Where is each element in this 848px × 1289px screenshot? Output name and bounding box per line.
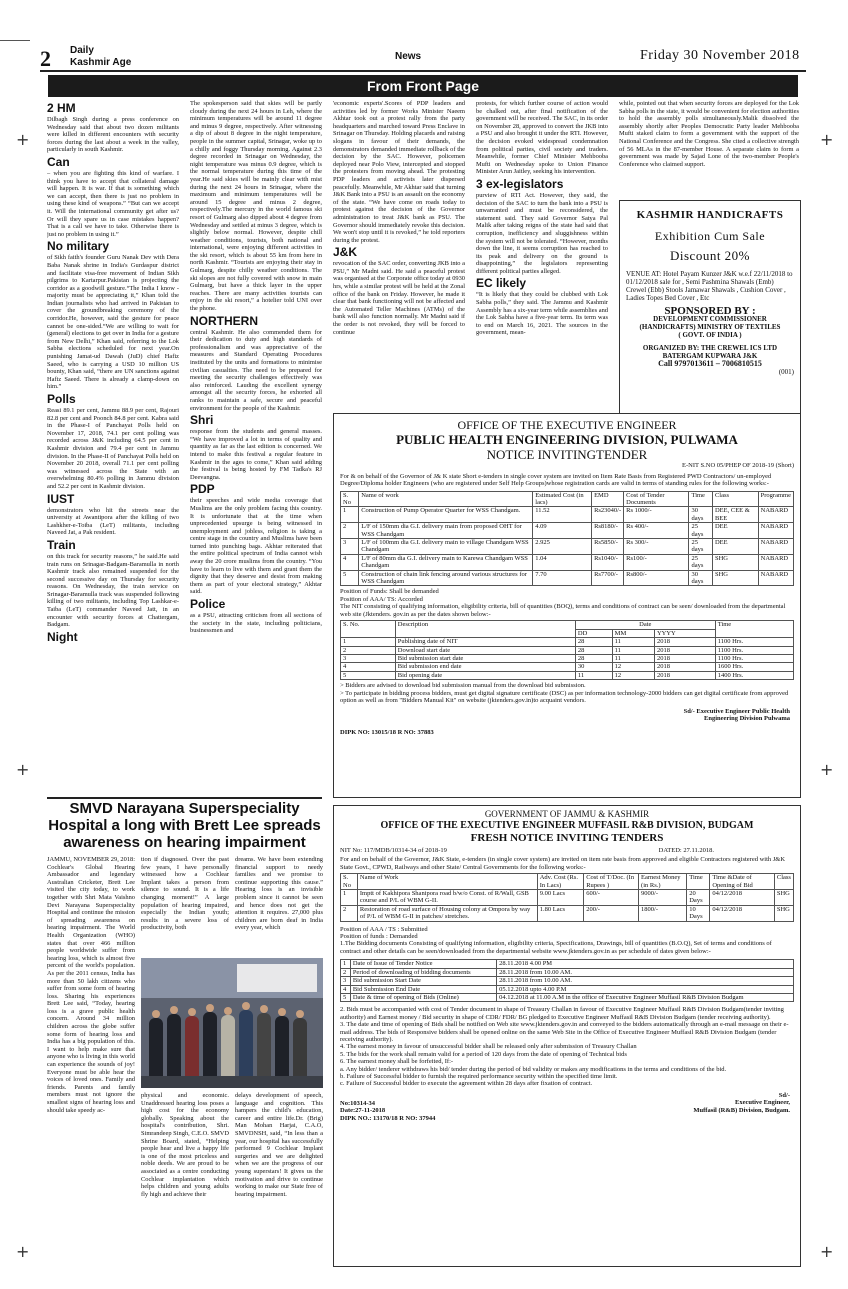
table-cell: 9.00 Lacs — [537, 890, 583, 906]
headline-line: awareness on hearing impairment — [63, 834, 306, 851]
column-header: MM — [612, 629, 654, 637]
registration-mark: + — [820, 760, 834, 779]
table-cell: 2018 — [654, 671, 715, 679]
table-cell: 1600 Hrs. — [715, 663, 793, 671]
table-cell: 2018 — [654, 663, 715, 671]
ad-discount: Discount 20% — [669, 248, 751, 263]
aaa-position: Position of AAA / TS : Submitted — [340, 925, 428, 933]
paper-name-line2: Kashmir Age — [70, 57, 132, 68]
table-cell: Construction of Pump Operator Quarter for WSS Chandgam. — [359, 507, 533, 523]
table-cell: 28.11.2018 from 10.00 AM. — [497, 977, 794, 985]
table-cell: 1100 Hrs. — [715, 638, 793, 646]
govt-name: GOVERNMENT OF JAMMU & KASHMIR — [484, 809, 650, 819]
column-text: – when you are fighting this kind of warfare. I think you have to accept that collateral damage will happen. It is war. If that is something which we can accept, then there is just no problem in using these kind of weapons.” “But can we accept it. Will the international community get after us? Or will they spare us in case mistakes happen? That is a call we have to take. Otherwise there is just no problem in using it.” — [47, 169, 179, 238]
table-cell: 30 days — [689, 507, 713, 523]
story-text: physical and economic. Unaddressed hearing loss poses a high cost for the economy globally. Speaking about the hospital's contribution, Shri. Simrandeep Singh, C.E.O. SMVD Shrine Board, stated, “Helping people hear and live a happy life is one of the most priceless and noble deeds. We are proud to be associated as a centre conducting Cochlear implantation which helps children and young adults fly high and achieve their — [141, 1092, 229, 1198]
table-cell: Restoration of road surface of Housing colony at Ompora by way of P/L of WBM G-II in patches/ stretches. — [357, 905, 537, 921]
ad-phone: Call 9797013611 – 7006810515 — [658, 359, 762, 368]
column-text: as a PSU, attracting criticism from all sections of the society in the state, including politicians, businessmen and — [190, 612, 322, 635]
table-cell: 1100 Hrs. — [715, 646, 793, 654]
table-cell: SHG — [774, 890, 793, 906]
photo-person — [260, 1005, 268, 1013]
table-cell: NABARD — [758, 554, 793, 570]
column-header: Date — [575, 621, 715, 629]
column-header: Class — [774, 874, 793, 890]
funds-position: Position of Funds: Shall be demanded — [340, 588, 439, 596]
table-cell: 1 — [341, 890, 358, 906]
table-cell: 1 — [341, 638, 396, 646]
registration-mark: + — [820, 130, 834, 149]
table-cell: 04.12.2018 at 11.00 A.M in the office of Executive Engineer Muffasil R&B Division Budgam — [497, 993, 794, 1001]
story-kicker: 2 HM — [47, 101, 76, 115]
table-row — [341, 646, 794, 654]
column-header: S. No — [341, 874, 358, 890]
table-row — [341, 570, 794, 586]
ad-sponsor-line: (HANDICRAFTS) MINISTRY OF TEXTILES — [639, 323, 781, 331]
dipk-number: DIPK NO: 13015/18 R NO: 37883 — [340, 728, 434, 736]
ad-organizer-line: BATERGAM KUPWARA J&K — [662, 352, 758, 360]
table-cell: 11 — [612, 646, 654, 654]
tender-para: 3. The date and time of opening of Bids shall be notified on Web site www.jktenders.gov.in and conveyed to the bidders automatically through an e-mail message on their e-mail address. The bids of Responsive bidders shall be opened online on the same Web Site in the Office of Executive Engineer Muffasil R&B Division Budgam (tender receiving authority). — [340, 1021, 789, 1043]
table-cell: 5 — [341, 671, 396, 679]
tender-signature: Engineering Division Pulwama — [704, 715, 790, 723]
story-text: JAMMU, NOVEMBER 29, 2018: Cochlear's Global Hearing Ambassador and legendary Australian Cricketer, Brett Lee visited the city today, to work together with Shri Mata Vaishno Devi Narayana Superspeciality Hospital and continue the mission of spreading awareness on hearing impairment. The World Health Organization (WHO) states that over 466 million people worldwide suffer from hearing loss, which is almost five percent of the world's population. As per the 2011 census, India has more than 50 lakh citizens who suffer from some form of hearing loss. Sharing his experiences Brett Lee said, “Today, hearing loss is a grave public health concern. Around 34 million children across the globe suffer some form of hearing loss and India has a big population of this. I want to help make sure that anyone who is living in this world can experience the sounds of joy! Everyone must be able hear the voices of loved ones. Family and friends. Parents and family members must not ignore the smallest signs of hearing loss and should take speedy ac- — [47, 856, 135, 1114]
story-kicker: Shri — [190, 413, 214, 428]
ad-sponsor-line: ( GOVT. OF INDIA ) — [678, 331, 742, 339]
table-cell: Bid submission end date — [395, 663, 575, 671]
table-cell: 28 — [575, 638, 612, 646]
table-cell: 5 — [341, 993, 351, 1001]
table-cell: 4 — [341, 663, 396, 671]
table-cell: 28.11.2018 4.00 PM — [497, 960, 794, 968]
table-cell: 30 days — [689, 570, 713, 586]
story-kicker: Night — [47, 629, 78, 644]
table-cell: 1 — [341, 507, 359, 523]
tender-para: b. Failure of Successful bidder to furnish the required performance security within the specified time limit. — [340, 1072, 618, 1080]
table-cell: NABARD — [758, 538, 793, 554]
photo-person — [206, 1004, 214, 1012]
photo-person — [170, 1006, 178, 1014]
issue-date: Friday 30 November 2018 — [640, 48, 800, 63]
section-name: News — [395, 51, 422, 62]
tender-para: 6. The earnest money shall be forfeited, If:- — [340, 1058, 454, 1066]
table-cell: 11 — [612, 638, 654, 646]
story-column-2-bottom — [141, 1092, 229, 1264]
tender-office: OFFICE OF THE EXECUTIVE ENGINEER MUFFASIL R&B DIVISION, BUDGAM — [380, 820, 754, 831]
headline-line: SMVD Narayana Superspeciality — [69, 800, 300, 817]
tender-signature: Sd/- Executive Engineer Public Health — [683, 707, 790, 715]
table-cell: DEE — [712, 523, 758, 539]
tender-office: OFFICE OF THE EXECUTIVE ENGINEER — [457, 418, 677, 432]
news-column-4 — [476, 100, 608, 400]
ad-venue: VENUE AT: Hotel Payam Kunzer J&K w.e.f 22/11/2018 to 01/12/2018 sale for , Semi Pashmina Shawals (Emb) Crewel (Ebb) Stools Jamawar Shawals , Cushion Cover , Ladies Topes Bed Cover , Etc — [626, 270, 793, 302]
table-cell: 04/12/2018 — [710, 905, 775, 921]
table-cell: 2 — [341, 646, 396, 654]
page-number: 2 — [40, 46, 51, 71]
ad-sponsor-line: DEVELOPMENT COMMISSIONER — [653, 315, 767, 323]
tender-para: 4. The earnest money in favour of unsuccessful bidder shall be released only after submission of Treasury Challan — [340, 1043, 637, 1051]
tender-intro: For and on behalf of the Governor, J&K State, e-tenders (in single cover system) are invited on item rate basis from approved and eligible Contractors registered with J&K State Govt., CPWD, Railways and other State/ Central Governments for the following works:- — [340, 856, 786, 871]
table-row — [341, 960, 794, 968]
table-cell: SHG — [774, 905, 793, 921]
table-header-row — [341, 874, 794, 890]
table-cell: 2018 — [654, 646, 715, 654]
story-kicker: Train — [47, 537, 76, 552]
story-kicker: 3 ex-legislators — [476, 176, 564, 191]
column-text: protests, for which further course of action would be chalked out, after final notification of the government will be received. The SAC, in its order on November 28, approved to convert the JKB into a PSU and also brought it under the RTI. However, the decision evoked widespread condemnation from political parties, civil society and traders. Meanwhile, former Chief Minister Mehbooba Mufti on Wednesday spoke to Union Finance Minister Arun Jaitley, seeking his intervention. — [476, 100, 608, 176]
ad-sponsor: SPONSORED BY : — [664, 305, 756, 317]
column-header: Adv. Cost (Rs. In Lacs) — [537, 874, 583, 890]
column-header: YYYY — [654, 629, 715, 637]
photo-person — [152, 1010, 160, 1018]
table-row — [341, 507, 794, 523]
table-cell: 9000/- — [639, 890, 687, 906]
table-row — [341, 671, 794, 679]
story-text: delays development of speech, language and cognition. This hampers the child's education, career and entire life.Dr. (Brig) Man Mohan Harjai, C.A.O, SMVDNSH, said, “In less than a year, our hospital has successfully performed 9 Cochlear Implant surgeries and we are delighted when we are the progress of our young superstars! It gives us the motivation and drive to continue working to make our State free of hearing impairment. — [235, 1092, 323, 1198]
table-cell: 1100 Hrs. — [715, 655, 793, 663]
column-header: Description — [395, 621, 575, 638]
table-cell: Rs100/- — [624, 554, 689, 570]
story-kicker: EC likely — [476, 276, 527, 291]
story-column-3 — [235, 856, 323, 952]
table-cell: L/F of 100mm dia G.I. delivery main to village Chandgam WSS Chandgam — [359, 538, 533, 554]
table-cell: 2 — [341, 905, 358, 921]
tender-para: 1.The Bidding documents Consisting of qualifying information, eligibility criteria, Specifications, Drawings, bill of quantities (B.O.Q), Set of terms and conditions of contract and other details can be seen/downloaded from the departmental website www.jktenders.gov.in as per schedule of dates given below:- — [340, 940, 772, 955]
table-cell: 11.52 — [533, 507, 592, 523]
column-text: 'economic experts'.Scores of PDP leaders and activities led by former Works Minister Naeem Akhtar took out a protest rally from the party headquarters and marched toward Press Enclave in Srinagar on Thursday. Holding placards and raising slogans in favour of their demands, the demonstrators demanded immediate rollback of the decision by the SAC. However, policemen deployed near Polo View, intercepted and stopped the protesters from moving ahead. The protesting PDP leaders and activists later dispersed peacefully. Meanwhile, Mr Akhtar said that turning J&K Bank into a PSU is an assault on the economy of the state. “We have come on roads today to protest against the decision of the Governor administration to treat J&K bank as PSU. The Governor should immediately revoke this decision. We won't stop until it is revoked,” he told reporters during the protest. — [333, 100, 465, 244]
table-cell: 28 — [575, 655, 612, 663]
table-cell: 28 — [575, 646, 612, 654]
crop-line — [0, 40, 30, 41]
tender-note: > Bidders are advised to download bid submission manual from the download bid submission. — [340, 682, 586, 690]
tender-note: > To participate in bidding process bidders, must get digital signature certificate (DSC) as per information technology-2000 bidders can get digital certificate from approved option as well as from "Bidders Manual Kit" on website (jktenders.gov.in)to acquaint vendors. — [340, 689, 789, 705]
tender-title: FRESH NOTICE INVITING TENDERS — [470, 832, 664, 844]
column-header: S. No — [341, 491, 359, 507]
table-cell: L/F of 80mm dia G.I. delivery main to Karewa Chandgam WSS Chandgam — [359, 554, 533, 570]
column-text: their speeches and wide media coverage that Muslims are the only problem facing this country. It is unfortunate that at the time when unprecedented upsurge is being witnessed in unemployment and jobless, religion is taking a centre stage in the country and Muslims have been turned into punching bags. Akhtar reiterated that the entire political spectrum of India cannot wish away the 20 crore muslims from the country. “You have to learn to live with them and grant them the dignity that they deserve and desist from making them as part of your electoral strategy,” Akhtar said. — [190, 497, 322, 596]
column-text: while, pointed out that when security forces are deployed for the Lok Sabha polls in the state, it would be convenient for election authorities to hold the assembly polls simultaneously.Malik dissolved the assembly shortly after Peoples Democratic Party leader Mehbooba Mufti staked claim to form a government with the support of the National Conference and the Congress. She cited a collective strength of 56 MLAs in the 87-member House. A separate claim to form a government was made by Sajad Lone of the two-member People's Conference who claimed support. — [619, 100, 799, 168]
photo-person — [224, 1007, 232, 1015]
table-cell: Rs7700/- — [592, 570, 624, 586]
column-header: Time — [689, 491, 713, 507]
issue-date: Date:27-11-2018 — [340, 1107, 386, 1115]
table-cell: Rs23040/- — [592, 507, 624, 523]
registration-mark: + — [16, 760, 30, 779]
schedule-table — [340, 620, 794, 680]
tender-para: 5. The bids for the work shall remain valid for a period of 120 days from the date of opening of Technical bids — [340, 1050, 627, 1058]
tender-ref: E-NIT S.NO 05/PHEP OF 2018-19 (Short) — [682, 462, 794, 469]
dipk-number: DIPK NO.: 13170/18 R NO: 37944 — [340, 1114, 436, 1122]
news-column-2 — [190, 100, 322, 788]
signature-line: Executive Engineer, — [734, 1099, 790, 1107]
news-column-1 — [47, 100, 179, 788]
story-kicker: PDP — [190, 482, 215, 497]
photo-person — [188, 1008, 196, 1016]
table-cell: 11 — [612, 655, 654, 663]
table-cell: 30 — [575, 663, 612, 671]
table-cell: Rs 300/- — [624, 538, 689, 554]
tender-title: NOTICE INVITINGTENDER — [486, 447, 648, 462]
table-cell: 1800/- — [639, 905, 687, 921]
handicrafts-ad — [619, 200, 801, 414]
table-row — [341, 985, 794, 993]
table-cell: Imptt of Kakhipora Shanipora road b/w/o Const. of R/Wall, GSB course and P/L of WBM G-II. — [357, 890, 537, 906]
tender-intro: For & on behalf of the Governor of J& K state Short e-tenders in single cover system are invited on Item Rate Basis from Registered PWD Contractors/ un-employed Degree/Diploma holder Engineers (who are registered under Self Help Groups)whose registration cards are valid in terms of standing rules for the following works:- — [340, 472, 772, 487]
column-header: Cost of T/Doc. (In Rupees ) — [584, 874, 639, 890]
story-kicker: No military — [47, 239, 110, 254]
registration-mark: + — [16, 1242, 30, 1261]
ad-title: KASHMIR HANDICRAFTS — [636, 209, 784, 221]
table-cell: 2018 — [654, 638, 715, 646]
nit-date: DATED: 27.11.2018. — [658, 847, 714, 854]
paper-name — [70, 45, 131, 69]
table-cell: 2 — [341, 523, 359, 539]
table-cell: 3 — [341, 655, 396, 663]
column-text: on this track for security reasons,” he said.He said train runs on Srinagar-Badgam-Baramulla in north Kashmir track also remained suspended for the second successive day on Thursday for security reasons. On Wednesday, the train service on Srinagar-Baramulla track was suspended following killing of two militants, including Top Lashkar-e-Taiba (LeT) commander Naveed Jatt, in an encounter with security forces at Chattergam, Badgam. — [47, 552, 179, 629]
story-column-2 — [141, 856, 229, 952]
table-cell: 12 — [612, 671, 654, 679]
column-header: Cost of Tender Documents — [624, 491, 689, 507]
table-cell: 200/- — [584, 905, 639, 921]
table-cell: 04/12/2018 — [710, 890, 775, 906]
table-cell: Date of Issue of Tender Notice — [350, 960, 496, 968]
table-cell: 2018 — [654, 655, 715, 663]
table-cell: 12 — [612, 663, 654, 671]
column-header: Earnest Money (in Rs.) — [639, 874, 687, 890]
table-row — [341, 890, 794, 906]
ad-code: (001) — [778, 368, 794, 376]
registration-mark: + — [16, 130, 30, 149]
schedule-table — [340, 959, 794, 1002]
nit-text: The NIT consisting of qualifying information, eligibility criteria, bill of quantities (BOQ), terms and conditions of contract can be seen/ downloaded from the departmental web site (Jktenders. gov.in as per the dates shown below:- — [340, 603, 786, 618]
story-rule — [47, 797, 322, 799]
works-table — [340, 491, 794, 587]
signature-line: Sd/- — [778, 1091, 790, 1099]
story-headline — [47, 800, 322, 851]
phe-tender-notice — [333, 413, 801, 798]
table-header-row — [341, 621, 794, 629]
table-cell: 3 — [341, 538, 359, 554]
table-row — [341, 663, 794, 671]
column-header: Class — [712, 491, 758, 507]
column-header: EMD — [592, 491, 624, 507]
story-kicker: IUST — [47, 491, 75, 506]
column-text: Dilbagh Singh during a press conference on Wednesday said that about two dozen militants were killed in different encounters with security forces during the last about a week in the valley, particularly in south Kashmir. — [47, 116, 179, 154]
table-cell: 25 days — [689, 538, 713, 554]
registration-mark: + — [820, 1242, 834, 1261]
story-kicker: J&K — [333, 245, 358, 260]
table-cell: NABARD — [758, 570, 793, 586]
story-kicker: NORTHERN — [190, 313, 258, 328]
table-cell: Rs 400/- — [624, 523, 689, 539]
table-cell: Publishing date of NIT — [395, 638, 575, 646]
column-text: purview of RTI Act. However, they said, the decision of the SAC to turn the bank into a PSU is unwarranted and must be reconsidered, the statement said. They said Governor Satya Pal Malik after taking reigns of the state had said that corruption, inefficiency and sluggishness within the system will not be tolerated. “However, months down the line, it seems corruption has reached to its peak and delivery on the ground is disappointing,” the legislators representing different political parties alleged. — [476, 191, 608, 275]
column-header: Time — [687, 874, 710, 890]
column-header: Name of Work — [357, 874, 537, 890]
table-row — [341, 968, 794, 976]
table-cell: 25 days — [689, 554, 713, 570]
column-header: Name of work — [359, 491, 533, 507]
table-cell: 1.04 — [533, 554, 592, 570]
table-cell: Rs8180/- — [592, 523, 624, 539]
ad-organizer: ORGANIZED BY: THE CREWEL ICS LTD — [642, 344, 778, 352]
story-kicker: Can — [47, 154, 70, 169]
table-cell: 2 — [341, 968, 351, 976]
table-row — [341, 554, 794, 570]
table-cell: NABARD — [758, 507, 793, 523]
tender-para: c. Failure of Successful bidder to execute the agreement within 28 days after fixation of contract. — [340, 1080, 593, 1088]
table-cell: 5 — [341, 570, 359, 586]
tender-division: PUBLIC HEALTH ENGINEERING DIVISION, PULWAMA — [396, 432, 738, 447]
story-kicker: Polls — [47, 392, 76, 406]
story-text: tion if diagnosed. Over the past few years, I have personally witnessed how a Cochlear Implant takes a person from silence to sound. It is a life changing moment!” A large population of hearing impaired, especially the Indian youth; results in a severe loss of productivity, both — [141, 856, 229, 932]
table-cell: SHG — [712, 570, 758, 586]
table-cell: Rs 1000/- — [624, 507, 689, 523]
news-column-5 — [619, 100, 799, 192]
table-cell: Rs800/- — [624, 570, 689, 586]
section-banner: From Front Page — [48, 75, 798, 97]
table-cell: 1.80 Lacs — [537, 905, 583, 921]
table-cell: 05.12.2018 upto 4.00 P.M — [497, 985, 794, 993]
column-text: of Sikh faith's founder Guru Nanak Dev with Dera Baba Nanak shrine in India's Gurdaspur district and facilitate visa-free movement of Indian Sikh pilgrims to Kartarpur.Pakistan is projecting the corridor as a goodwill gesture.“The India I know -majority must be appreciating it,” Khan told the Indian journalists who had arrived in Pakistan to cover the groundbreaking ceremony of the corridor.He, however, said the gesture for peace cannot be one-sided.“We are willing to wait for (general) elections to get over in India for a gesture from New Delhi,” Khan said, referring to the Lok Sabha elections scheduled for next year.On punishing Jamat-ud Dawah (JuD) chief Hafiz Saeed, who is carrying a USD 10 million US bounty, Khan said, “there are UN sanctions against Hafiz Saeed. There is already a clamp-down on him.” — [47, 254, 179, 391]
table-cell: Rs1040/- — [592, 554, 624, 570]
table-row — [341, 993, 794, 1001]
works-table — [340, 873, 794, 921]
column-header: Time — [715, 621, 793, 638]
table-cell: SHG — [712, 554, 758, 570]
photo-person — [242, 1002, 250, 1010]
table-cell: 3 — [341, 977, 351, 985]
column-header: DD — [575, 629, 612, 637]
table-row — [341, 538, 794, 554]
tender-para: a. Any bidder/ tenderer withdraws his bid/ tender during the period of bid validity or makes any modifications in the terms and conditions of the bid. — [340, 1065, 727, 1073]
event-photo — [141, 958, 323, 1088]
column-text: demonstrators who hit the streets near the university at Awantipora after the killing of two Lashkher-e-Toiba (LeT) militants, including Naveed Jat, a Pak resident. — [47, 506, 179, 537]
photo-person — [278, 1008, 286, 1016]
table-cell: 1400 Hrs. — [715, 671, 793, 679]
ad-subtitle: Exhibition Cum Sale — [654, 229, 766, 243]
table-cell: 1 — [341, 960, 351, 968]
table-cell: DEE, CEE & BEE — [712, 507, 758, 523]
table-cell: 4.09 — [533, 523, 592, 539]
table-header-row — [341, 491, 794, 507]
column-header: Time &Date of Opening of Bid — [710, 874, 775, 890]
table-cell: Bid submission Start Date — [350, 977, 496, 985]
table-cell: 11 — [575, 671, 612, 679]
table-cell: DEE — [712, 538, 758, 554]
table-cell: NABARD — [758, 523, 793, 539]
news-column-3 — [333, 100, 465, 400]
table-cell: Bid Submission End Date — [350, 985, 496, 993]
paper-name-line1: Daily — [70, 45, 94, 56]
table-cell: Period of downloading of bidding documents — [350, 968, 496, 976]
column-text: The spokesperson said that skies will be partly cloudy during the next 24 hours in Leh, where the minimum temperatures will be around 11 degree and minus 9 degree, respectively. After witnessing a dip of about 8 degree in the night temperature, people in the summer capital, Srinagar, woke up to a chilly and foggy Thursday morning. Against 2.3 degree recorded in Srinagar on Wednesday, the night temperature was minus 0.9 degree, which is the normal temperature during this time of the year.He said skies will be mainly clear with mist during the next 24 hours in Srinagar, where the maximum and minimum temperatures will be around 15 degree and minus 2 degree, respectively.The mercury in the world famous ski resort of Gulmarg also dipped about 4 degree from Wednesday and settled at minus 3 degree, which is slightly below normal. However, despite chill weather conditions, tourists, both national and international, were enjoying different activities in the ski resort, which is about 55 km from here in north Kashmir. “Tourists are enjoying their stay in Gulmarg, despite chilly weather conditions. The ski slopes are not fully covered with snow in main Gulmarg, but have a thick layer in the upper reaches. There are many activities tourists can enjoy in the ski resort,” a hotelier told UNI over the phone. — [190, 100, 322, 313]
column-text: “It is likely that they could be clubbed with Lok Sabha polls,” they said. The Jammu and Kashmir Assembly has a six-year term while assemblies and the Lok Sabha have a five-year term. Its term was to end on March 16, 2021. The sources in the government, mean- — [476, 291, 608, 337]
story-column-3-bottom — [235, 1092, 323, 1264]
table-cell: 28.11.2018 from 10.00 AM. — [497, 968, 794, 976]
table-cell: Date & time of opening of Bids (Online) — [350, 993, 496, 1001]
rnb-tender-notice — [333, 805, 801, 1267]
nit-line — [340, 847, 794, 854]
table-cell: 4 — [341, 985, 351, 993]
tender-para: 2. Bids must be accompanied with cost of Tender document in shape of Treasury Challan in favour of Executive Engineer Muffasil R&B Division Budgam(tender inviting authority) and Earnest money / Bid security in shape of CDR/ FDR/ BG pledged to Executive Engineer Muffasil R&B Division Budgam (tender receiving authority). — [340, 1006, 784, 1021]
photo-banner-panel — [237, 964, 317, 992]
table-cell: Download start date — [395, 646, 575, 654]
table-cell: Bid opening date — [395, 671, 575, 679]
table-row — [341, 905, 794, 921]
table-cell: L/F of 150mm dia G.I. delivery main from proposed OHT for WSS Chandgam — [359, 523, 533, 539]
table-row — [341, 655, 794, 663]
column-text: response from the students and general masses. “We have improved a lot in terms of quality and quantity as far as the last edition is concerned. We intend to make this festival a regular feature in Kashmir in the ages to come,” Khan said adding the festival is being hosted by FM Tadka's RJ Deevangna. — [190, 428, 322, 481]
table-row — [341, 523, 794, 539]
column-header: Estimated Cost (in lacs) — [533, 491, 592, 507]
issue-number: No:10314-34 — [340, 1100, 376, 1107]
table-cell: 10 Days — [687, 905, 710, 921]
column-header: S. No. — [341, 621, 396, 638]
story-column-1 — [47, 856, 135, 1256]
table-cell: 20 Days — [687, 890, 710, 906]
column-text: revocation of the SAC order, converting JKB into a PSU,” Mr Madni said. He said a peaceful protest was organised at the Corporate office today at 0930 hrs, while a similar protest will be held at the Zonal office of the bank on Friday. However, he made it clear that bank functioning will not be affected and the Automated Teller Machines (ATMs) of the bank will also function normally. Mr Madni said if the order is not revoked, they will be forced to continue — [333, 260, 465, 336]
column-text: Reasi 89.1 per cent, Jammu 88.9 per cent, Rajouri 82.8 per cent and Poonch 84.8 per cent. Kabra said in the Phase-I of Panchayat Polls held on November 17, 2018, 74.1 per cent polling was recorded across J&K including 64.5 per cent in Kashmir division and 79.4 per cent in Jammu division. In the Phase-II of Panchayat Polls held on November 20 2018, overall 71.1 per cent polling was witnessed across the State with an overwhelming 80.4% polling in Jammu division and 52.2 per cent in Kashmir division. — [47, 407, 179, 490]
story-text: dreams. We have been extending financial support to needy families and we promise to continue supporting this cause.” Hearing loss is an invisible problem since it cannot be seen and hence does not get the attention it requires. 27,000 plus children are born deaf in India every year, which — [235, 856, 323, 932]
table-cell: Bid submission start date — [395, 655, 575, 663]
table-row — [341, 638, 794, 646]
photo-floor — [141, 1076, 323, 1088]
table-cell: 4 — [341, 554, 359, 570]
column-text: central Kashmir. He also commended them for their dedication to duty and high standards of professionalism and was appreciative of the measures and Standard Operating Procedures instituted by the units and formations to minimise civilian casualties. The need to be prepared for meeting the security challenges effectively was also reinforced. Lauding the excellent synergy amongst all the security forces, he exhorted all ranks to maintain a safe, secure and peaceful environment for the people of the Kashmir. — [190, 328, 322, 412]
table-cell: 2.925 — [533, 538, 592, 554]
story-kicker: Police — [190, 597, 226, 612]
table-cell: 600/- — [584, 890, 639, 906]
table-cell: Construction of chain link fencing around various structures for WSS Chandgam — [359, 570, 533, 586]
table-cell: 25 days — [689, 523, 713, 539]
column-header: Programme — [758, 491, 793, 507]
funds-position: Position of funds : Demanded — [340, 933, 418, 941]
table-cell: 7.70 — [533, 570, 592, 586]
table-cell: Rs5850/- — [592, 538, 624, 554]
signature-line: Muffasil (R&B) Division, Budgam. — [693, 1106, 790, 1114]
table-row — [341, 977, 794, 985]
aaa-position: Position of AAA/ TS: Accorded — [340, 595, 423, 603]
headline-line: Hospital a long with Brett Lee spreads — [48, 817, 321, 834]
nit-number: NIT No: 117/MDB/10314-34 of 2018-19 — [340, 847, 447, 854]
photo-person — [296, 1010, 304, 1018]
